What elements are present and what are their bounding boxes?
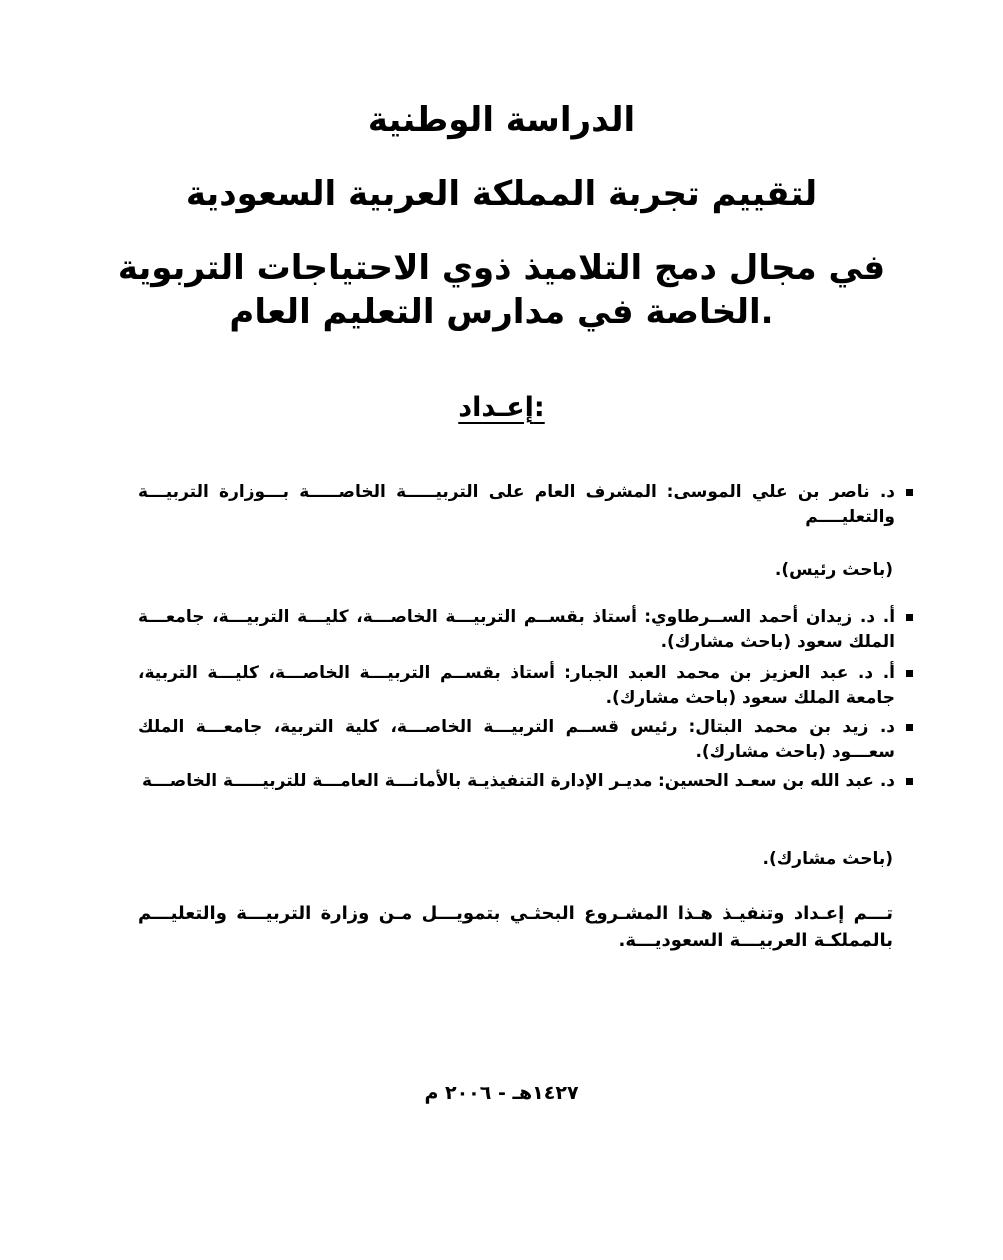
- prepared-by-heading: [60, 392, 943, 423]
- author-name: د. ناصر بن علي الموسى:: [666, 482, 896, 502]
- bullet-square-icon: [906, 670, 913, 677]
- author-name: أ. د. زيدان أحمد الســرطاوي:: [644, 607, 896, 627]
- author-name: د. عبد الله بن سعـد الحسين:: [657, 771, 895, 791]
- funding-note: تـــم إعـداد وتنفيـذ هـذا المشـروع البحثـي بتمويـــل مـن وزارة التربيـــة والتعليـــم بالمملكـة العربيـــة السعوديـــة.: [138, 903, 893, 951]
- lead-role: (باحث رئيس).: [774, 560, 893, 580]
- author-item-1: [138, 480, 895, 530]
- bullet-square-icon: [906, 614, 913, 621]
- author-item-2: [138, 605, 895, 655]
- author-item-4: [138, 715, 895, 765]
- title-line-3: في مجال دمج التلاميذ ذوي الاحتياجات التربوية: [117, 248, 886, 288]
- participant-note: (باحث مشارك).: [762, 849, 893, 869]
- bullet-square-icon: [906, 778, 913, 785]
- publication-date: ١٤٢٧هـ - ٢٠٠٦ م: [424, 1082, 579, 1104]
- bullet-square-icon: [906, 724, 913, 731]
- author-role: رئيس قســم التربيـــة الخاصـــة، كلية التربية، جامعـــة الملك سعـــود (باحث مشارك).: [138, 717, 895, 762]
- author-role: المشرف العام على التربيـــــة الخاصـــــة بـــوزارة التربيـــة والتعليــــم: [138, 482, 895, 527]
- prepared-by-label: إعـداد:: [458, 392, 545, 423]
- bullet-square-icon: [906, 489, 913, 496]
- author-role: أستاذ بقســم التربيـــة الخاصـــة، كليـــة التربيـــة، جامعـــة الملك سعود (باحث مشارك).: [138, 607, 895, 652]
- title-line-4: الخاصة في مدارس التعليم العام.: [229, 292, 774, 332]
- author-role: مديـر الإدارة التنفيذيـة بالأمانـــة العامـــة للتربيـــــة الخاصـــة: [142, 771, 653, 791]
- author-name: أ. د. عبد العزيز بن محمد العبد الجبار:: [564, 663, 895, 683]
- author-role: أستاذ بقســم التربيـــة الخاصـــة، كليـــة التربية، جامعة الملك سعود (باحث مشارك).: [138, 663, 895, 708]
- title-line-2: لتقييم تجربة المملكة العربية السعودية: [185, 174, 818, 214]
- author-item-3: [138, 661, 895, 711]
- title-line-1: الدراسة الوطنية: [367, 100, 636, 140]
- author-item-5: [138, 769, 895, 794]
- author-name: د. زيد بن محمد البتال:: [688, 717, 896, 737]
